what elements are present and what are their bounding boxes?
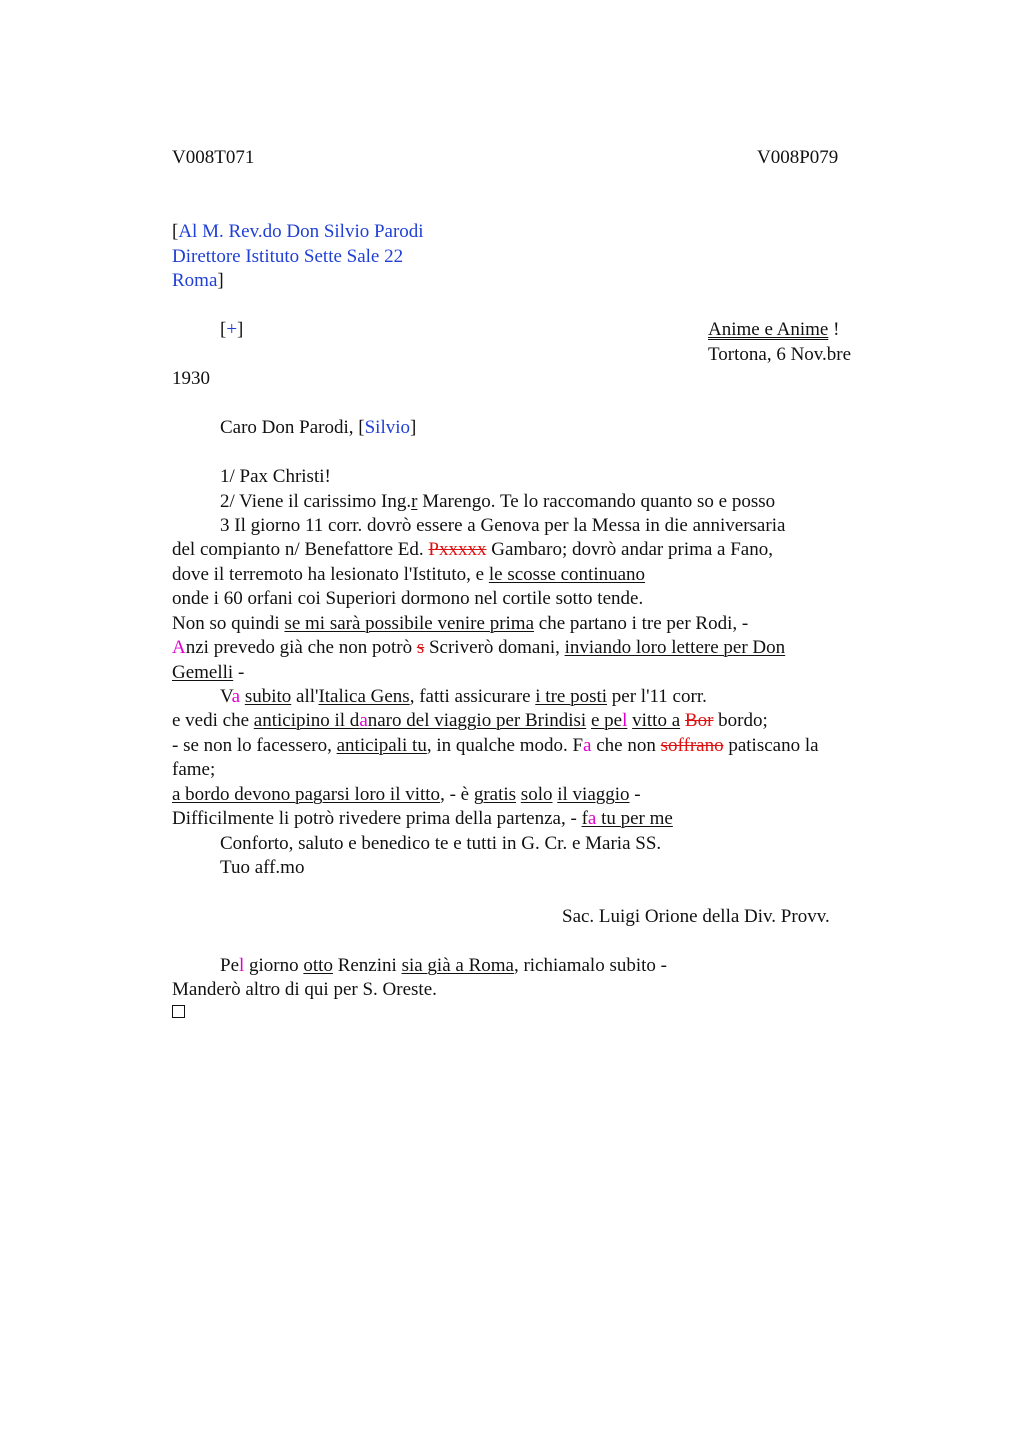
bracket: [ [172,221,179,242]
body-line [220,491,775,513]
inserted-text: a [231,686,241,707]
text: giorno [244,955,304,976]
text: naro del viaggio per Brindisi [367,710,587,731]
address-line-3 [172,270,224,292]
text: all' [291,686,319,707]
body-line [172,808,673,830]
salutation [220,417,416,439]
text: nzi prevedo già che non potrò [185,637,417,658]
body-line: 3 Il giorno 11 corr. dovrò essere a Genova per la Messa in die anniversaria [220,515,786,536]
document-code-left: V008T071 [172,147,255,168]
underlined-text: otto [303,955,333,976]
dateline-place-date: Tortona, 6 Nov.bre [708,344,852,365]
text: per l'11 corr. [607,686,707,707]
address-line-2: Direttore Istituto Sette Sale 22 [172,246,404,267]
text: bordo; [713,710,768,731]
motto-exclamation: ! [828,319,840,340]
body-line [172,662,244,684]
closing: Tuo aff.mo [220,857,305,878]
underlined-text: Italica Gens [318,686,410,707]
motto-text: Anime e Anime [708,319,829,340]
body-line [220,686,707,708]
body-line: onde i 60 orfani coi Superiori dormono nel cortile sotto tende. [172,588,644,609]
signature: Sac. Luigi Orione della Div. Provv. [562,906,830,927]
inserted-text: a [587,808,597,829]
underlined-phrase [591,710,627,731]
text: , richiamalo subito - [513,955,667,976]
text: - [233,662,245,683]
text: , in qualche modo. F [426,735,584,756]
underlined-text: sia già a Roma [401,955,514,976]
text: , - è [440,784,474,805]
underlined-text: r [411,491,418,512]
underlined-phrase [582,808,673,829]
underlined-text: se mi sarà possibile venire prima [284,613,535,634]
underlined-text: Gemelli [172,662,234,683]
body-line [172,564,645,586]
bracket: [ [358,417,365,438]
end-of-document-box-icon [172,1005,185,1018]
document-code-right: V008P079 [757,147,839,168]
underlined-text: il viaggio [557,784,630,805]
body-line [172,735,819,757]
address-city: Roma [172,270,218,291]
address-line-1 [172,221,424,243]
inserted-text: a [359,710,368,731]
bracket: [ [220,319,227,340]
text: del compianto n/ Benefattore Ed. [172,539,429,560]
underlined-text: subito [244,686,292,707]
underlined-text: a bordo devono pagarsi loro il vitto [172,784,441,805]
deleted-text: s [416,637,425,658]
motto [708,319,839,341]
bracket: ] [410,417,417,438]
salutation-name: Silvio [364,417,410,438]
text: Scriverò domani, [424,637,565,658]
text: Gambaro; dovrò andar prima a Fano, [486,539,773,560]
text: Pe [220,955,239,976]
salutation-text: Caro Don Parodi, [220,417,359,438]
inserted-text: a [583,735,592,756]
postscript-line: Manderò altro di qui per S. Oreste. [172,979,437,1000]
underlined-text: vitto a [632,710,681,731]
text: dove il terremoto ha lesionato l'Istituto, e [172,564,489,585]
text: Marengo. Te lo raccomando quanto so e posso [417,491,776,512]
body-line: Conforto, saluto e benedico te e tutti in G. Cr. e Maria SS. [220,833,662,854]
address-recipient: Al M. Rev.do Don Silvio Parodi [178,221,424,242]
text: e pe [590,710,623,731]
text: V [220,686,232,707]
underlined-phrase [254,710,586,731]
text: Renzini [332,955,402,976]
deleted-text: soffrano [660,735,724,756]
body-line [172,710,768,732]
text: anticipino il d [253,710,360,731]
deleted-text: Pxxxxx [428,539,487,560]
cross-mark [220,319,243,341]
text: Difficilmente li potrò rivedere prima della partenza, - [172,808,582,829]
text: patiscano la [723,735,819,756]
body-line: 1/ Pax Christi! [220,466,331,487]
bracket: ] [217,270,224,291]
text: tu per me [596,808,673,829]
postscript-line [220,955,667,977]
dateline-year: 1930 [172,368,210,389]
text: Non so quindi [172,613,285,634]
text: 2/ Viene il carissimo Ing. [220,491,412,512]
body-line [172,637,785,659]
text: - se non lo facessero, [172,735,337,756]
inserted-text: A [172,637,186,658]
bracket: ] [237,319,244,340]
text: , fatti assicurare [409,686,536,707]
underlined-text: le scosse continuano [488,564,646,585]
inserted-text: l [239,955,245,976]
underlined-text: i tre posti [535,686,608,707]
body-line: fame; [172,759,216,780]
body-line [172,539,773,561]
text: - [629,784,641,805]
body-line [172,784,641,806]
underlined-text: solo [520,784,553,805]
cross-icon: + [226,319,238,340]
underlined-text: anticipali tu [336,735,427,756]
deleted-text: Bor [684,710,714,731]
text: e vedi che [172,710,254,731]
text: che partano i tre per Rodi, - [534,613,749,634]
underlined-text: inviando loro lettere per Don [564,637,786,658]
underlined-text: gratis [473,784,517,805]
inserted-text: l [622,710,628,731]
text: f [581,808,588,829]
body-line [172,613,748,635]
text: che non [591,735,661,756]
